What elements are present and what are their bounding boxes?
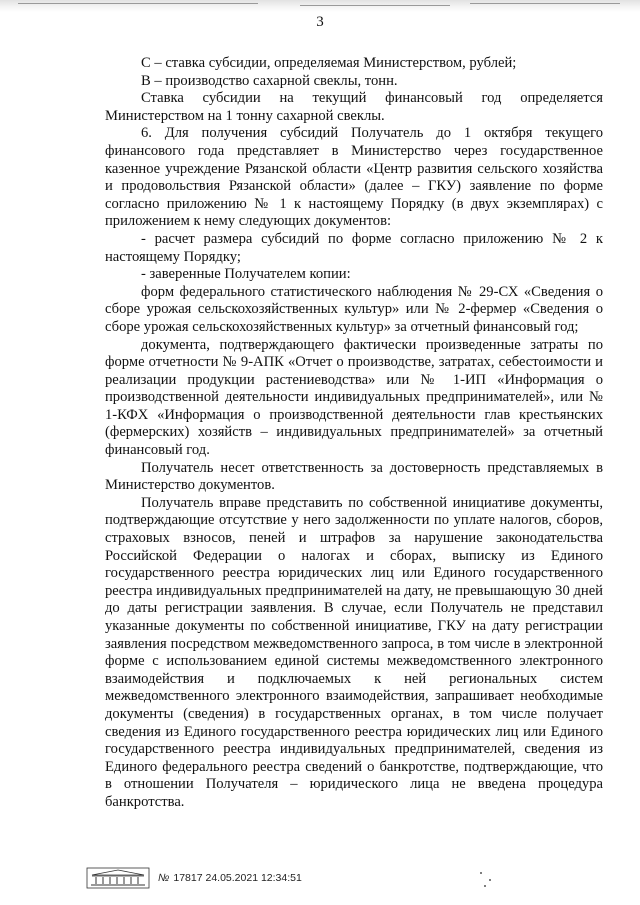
document-body xyxy=(105,55,603,812)
paragraph: - заверенные Получателем копии: xyxy=(141,266,351,283)
scan-edge xyxy=(0,0,640,12)
paragraph: Получатель несет ответственность за достоверность представляемых в Министерство документов. xyxy=(105,459,603,494)
paragraph: С – ставка субсидии, определяемая Министерством, рублей; xyxy=(141,55,517,71)
paragraph: - расчет размера субсидий по форме согласно приложению № 2 к настоящему Порядку; xyxy=(105,230,603,265)
paragraph: В – производство сахарной свеклы, тонн. xyxy=(141,72,398,89)
scan-speck xyxy=(484,885,486,887)
stamp-text: 17817 24.05.2021 12:34:51 xyxy=(173,872,302,884)
scan-artifact-line xyxy=(18,3,258,4)
paragraph: документа, подтверждающего фактически произведенные затраты по форме отчетности № 9-АПК «Отчет о производстве, затратах, себестоимости и реализации продукции растениеводства» или № 1-ИП «Информация о производственной деятельности индивидуальных предпринимателей», или № 1-КФХ «Информация о производственной деятельности глав крестьянских (фермерских) хозяйств – индивидуальных предпринимателей» за отчетный финансовый год. xyxy=(105,336,603,459)
page-number: 3 xyxy=(316,14,324,30)
document-registration-stamp xyxy=(158,872,302,884)
scan-speck xyxy=(489,879,491,881)
government-building-icon xyxy=(86,867,150,889)
scan-speck xyxy=(480,872,482,874)
document-footer xyxy=(86,866,302,890)
paragraph: Ставка субсидии на текущий финансовый год определяется Министерством на 1 тонну сахарной свеклы. xyxy=(105,90,603,124)
scan-artifact-line xyxy=(300,5,450,6)
paragraph: Получатель вправе представить по собственной инициативе документы, подтверждающие отсутствие у него задолженности по уплате налогов, сборов, страховых взносов, пеней и штрафов за нарушение законодательства Российской Федерации о налогах и сборах, выписку из Единого государственного реестра юридических лиц или Единого государственного реестра индивидуальных предпринимателей на дату, не превышающую 30 дней до даты регистрации заявления. В случае, если Получатель не представил указанные документы по собственной инициативе, ГКУ на дату регистрации заявления посредством межведомственного запроса, в том числе в электронной форме с использованием единой системы межведомственного электронного взаимодействия и подключаемых к ней региональных систем межведомственного электронного взаимодействия, запрашивает необходимые документы (сведения) в государственных органах, в том числе получает сведения из Единого государственного реестра юридических лиц или Единого государственного реестра индивидуальных предпринимателей, сведения из Единого федерального реестра сведений о банкротстве, подтверждающие, что в отношении Получателя – юридического лица не введена процедура банкротства. xyxy=(105,494,603,810)
stamp-number-symbol: № xyxy=(158,872,170,884)
scan-artifact-line xyxy=(470,3,620,4)
paragraph: форм федерального статистического наблюдения № 29-СХ «Сведения о сборе урожая сельскохозяйственных культур» или № 2-фермер «Сведения о сборе урожая сельскохозяйственных культур» за отчетный финансовый год; xyxy=(105,283,603,335)
paragraph: 6. Для получения субсидий Получатель до 1 октября текущего финансового года представляет в Министерство через государственное казенное учреждение Рязанской области «Центр развития сельского хозяйства и продовольствия Рязанской области» (далее – ГКУ) заявление по форме согласно приложению № 1 к настоящему Порядку (в двух экземплярах) с приложением к нему следующих документов: xyxy=(105,125,603,230)
